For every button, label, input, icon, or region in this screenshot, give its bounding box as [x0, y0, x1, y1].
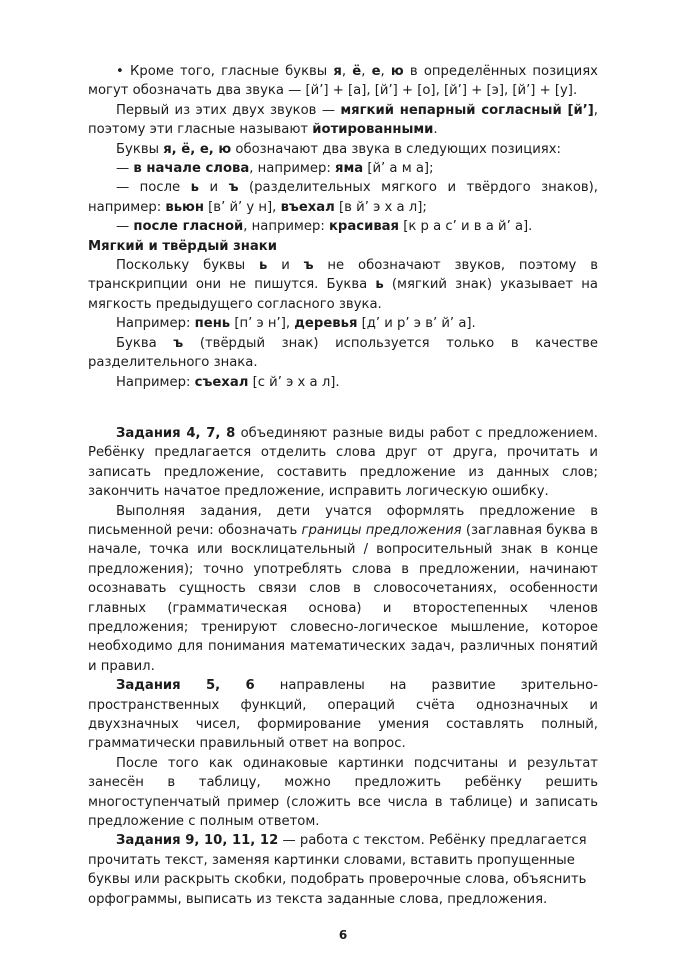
- term-word-start: в начале слова: [133, 161, 250, 177]
- paragraph-signs-no-sound: Поскольку буквы ь и ъ не обозначают звуков, поэтому в транскрипции они не пишутся. Буква ь (мягкий знак) указывает на мягкость предыдущего согласного звука.: [88, 258, 598, 312]
- paragraph-tasks-9-10-11-12: Задания 9, 10, 11, 12 — работа с текстом. Ребёнку предлагается прочитать текст, заменяя картинки словами, вставить пропущенные буквы или раскрыть скобки, подобрать проверочные слова, объяснить орфограммы, выписать из текста заданные слова, предложения.: [88, 833, 587, 907]
- bullet-glyph: •: [116, 64, 124, 79]
- tasks-4-7-8-lead: Задания 4, 7, 8: [116, 425, 236, 441]
- hard-sign-ref-2: ъ: [173, 335, 184, 351]
- paragraph-hard-sign-use: Буква ъ (твёрдый знак) используется только в качестве разделительного знака.: [88, 335, 598, 371]
- example-syehal: съехал: [194, 374, 249, 390]
- letter-yo: ё: [352, 64, 362, 79]
- paragraph-tasks-4-7-8: Задания 4, 7, 8 объединяют разные виды работ с предложением. Ребёнку предлагается отделить слова друг от друга, прочитать и записать предложение, составить предложение из данных слов; закончить начатое предложение, исправить логическую ошибку.: [88, 425, 598, 500]
- hard-sign-ref: ъ: [303, 258, 314, 274]
- paragraph-position-word-start: — в начале слова, например: яма [й’ а м а];: [116, 161, 434, 177]
- paragraph-tasks-table-example: После того как одинаковые картинки подсчитаны и результат занесён в таблицу, можно предложить ребёнку решить многоступенчатый пример (сложить все числа в таблице) и записать предложение с полным ответом.: [88, 755, 598, 830]
- soft-sign-ref: ь: [259, 258, 268, 274]
- term-soft-unpaired-consonant: мягкий непарный согласный [й’]: [340, 102, 594, 118]
- letter-ye: е: [371, 64, 381, 79]
- letter-yu: ю: [390, 64, 404, 79]
- section-divider-space: [88, 392, 598, 424]
- paragraph-letters-two-sounds-positions: Буквы я, ё, е, ю обозначают два звука в следующих позициях:: [116, 141, 561, 157]
- section-phonetics: [88, 62, 598, 392]
- term-after-vowel: после гласной: [133, 219, 244, 235]
- hard-sign: ъ: [228, 180, 239, 196]
- example-yama: яма: [334, 161, 364, 177]
- example-pen: пень: [194, 316, 231, 332]
- paragraph-position-after-signs: — после ь и ъ (разделительных мягкого и твёрдого знаков), например: вьюн [в’ й’ у н], въехал [в й’ э х а л];: [88, 180, 598, 215]
- subheading-soft-hard-signs: Мягкий и твёрдый знаки: [88, 238, 277, 254]
- paragraph-position-after-vowel: — после гласной, например: красивая [к р а с’ и в а й’ а].: [116, 219, 533, 235]
- example-vyehal: въехал: [280, 199, 335, 215]
- tasks-5-6-lead: Задания 5, 6: [116, 678, 255, 694]
- letters-list: я, ё, е, ю: [163, 141, 232, 157]
- letter-ya: я: [333, 64, 342, 79]
- italic-sentence-boundaries: границы предложения: [301, 522, 462, 538]
- term-iotated: йотированными: [312, 122, 434, 138]
- paragraph-example-hard-sign: Например: съехал [с й’ э х а л].: [116, 374, 340, 390]
- section-tasks: [88, 424, 598, 909]
- paragraph-tasks-5-6: Задания 5, 6 направлены на развитие зрительно-пространственных функций, операций счёта однозначных и двухзначных чисел, формирование умения составлять полный, грамматически правильный ответ на вопрос.: [88, 678, 598, 752]
- paragraph-example-soft-sign: Например: пень [п’ э н’], деревья [д’ и р’ э в’ й’ а].: [116, 316, 476, 332]
- soft-sign-ref-2: ь: [375, 277, 384, 293]
- example-vyun: вьюн: [165, 199, 204, 215]
- page-number: 6: [338, 928, 348, 942]
- soft-sign: ь: [190, 180, 199, 196]
- example-krasivaya: красивая: [328, 219, 400, 235]
- paragraph-bullet-iotated-intro: • Кроме того, гласные буквы я, ё, е, ю в определённых позициях могут обозначать два звука — [й’] + [а], [й’] + [о], [й’] + [э], [й’] + [у].: [88, 64, 598, 99]
- paragraph-tasks-skills: Выполняя задания, дети учатся оформлять предложение в письменной речи: обозначать границы предложения (заглавная буква в начале, точка или восклицательный / вопросительный знак в конце предложения); точно употреблять слова в предложении, начинают осознавать сущность связи слов в словосочетаниях, особенности главных (грамматическая основа) и второстепенных членов предложения; тренируют словесно-логическое мышление, которое необходимо для понимания математических задач, различных понятий и правил.: [88, 503, 598, 674]
- tasks-9-12-lead: Задания 9, 10, 11, 12: [116, 833, 279, 849]
- example-derevya: деревья: [294, 316, 358, 332]
- paragraph-first-sound-consonant: Первый из этих двух звуков — мягкий непарный согласный [й’], поэтому эти гласные называют йотированными.: [88, 102, 598, 138]
